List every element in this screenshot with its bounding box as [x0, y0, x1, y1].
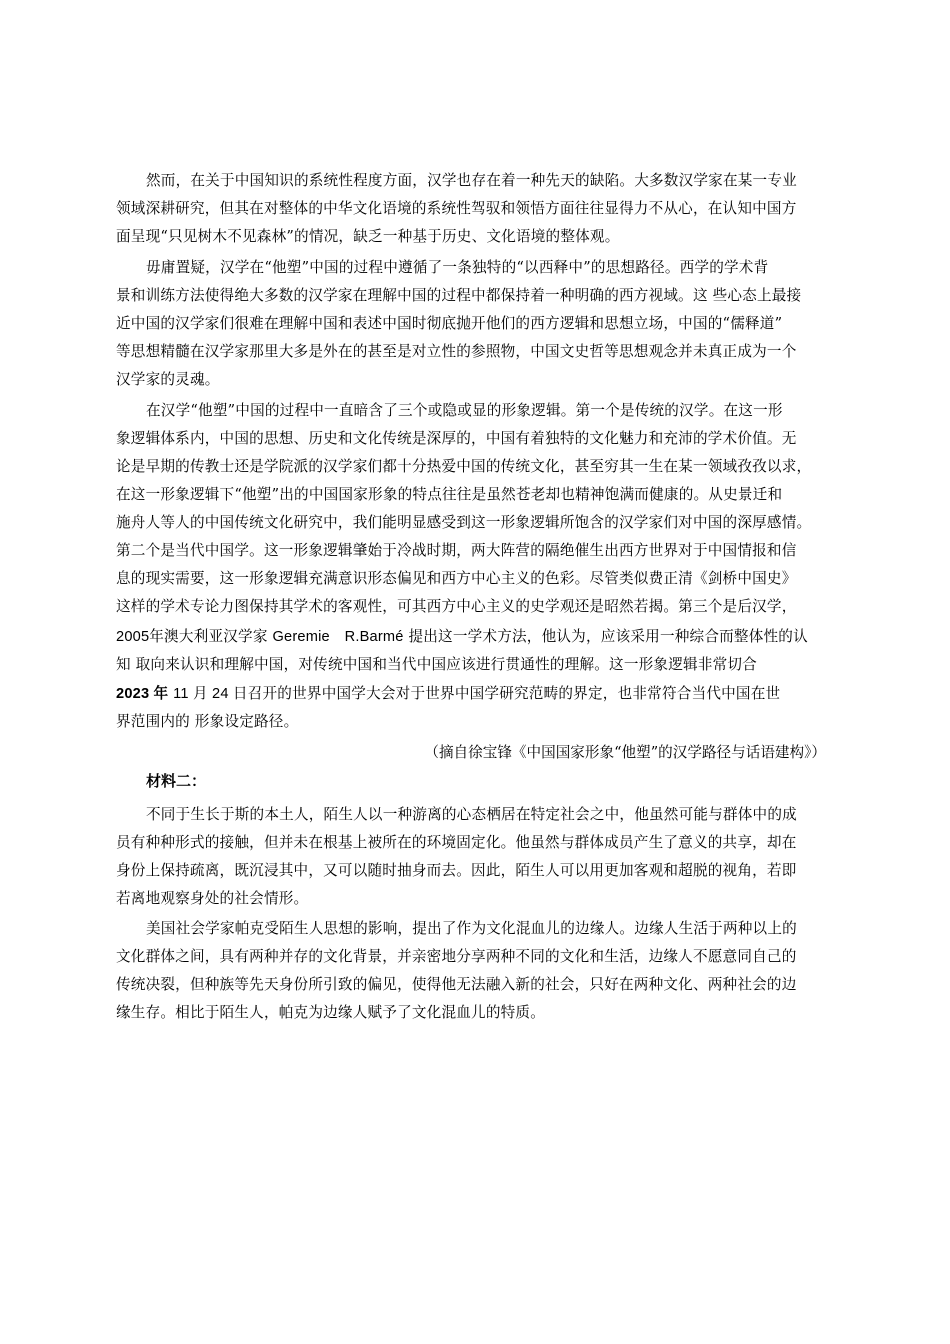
m1-p3-line-11 [116, 684, 780, 704]
m1-p3-line-8: 这样的学术专论力图保持其学术的客观性，可其西方中心主义的史学观还是昭然若揭。第三个是后汉学， [116, 598, 797, 615]
m1-p3-line-6: 第二个是当代中国学。这一形象逻辑肇始于冷战时期，两大阵营的隔绝催生出西方世界对于中国情报和信 [116, 542, 797, 559]
year-2023: 2023 年 [116, 686, 169, 702]
m2-p1-line-2: 员有种种形式的接触，但并未在根基上被所在的环境固定化。他虽然与群体成员产生了意义的共享，却在 [116, 834, 797, 851]
m2-p1-line-1: 不同于生长于斯的本土人，陌生人以一种游离的心态栖居在特定社会之中，他虽然可能与群体中的成 [146, 806, 797, 823]
material-two-heading: 材料二： [146, 772, 207, 790]
m1-p3-line-5: 施舟人等人的中国传统文化研究中，我们能明显感受到这一形象逻辑所饱含的汉学家们对中国的深厚感情。 [116, 514, 812, 531]
m1-p2-line-5: 汉学家的灵魂。 [116, 371, 220, 388]
m1-p3-line-1: 在汉学“他塑”中国的过程中一直暗含了三个或隐或显的形象逻辑。第一个是传统的汉学。在这一形 [146, 402, 783, 419]
m1-p3-line-2: 象逻辑体系内，中国的思想、历史和文化传统是深厚的，中国有着独特的文化魅力和充沛的学术价值。无 [116, 430, 797, 447]
m2-p1-line-3: 身份上保持疏离，既沉浸其中，又可以随时抽身而去。因此，陌生人可以用更加客观和超脱的视角，若即 [116, 862, 797, 879]
m2-p2-line-3: 传统决裂，但种族等先天身份所引致的偏见，使得他无法融入新的社会，只好在两种文化、两种社会的边 [116, 976, 797, 993]
line-2005-text-a: 年澳大利亚汉学家 [149, 628, 268, 645]
m1-p3-line-10: 知 取向来认识和理解中国，对传统中国和当代中国应该进行贯通性的理解。这一形象逻辑非常切合 [116, 656, 757, 673]
m1-p3-line-12: 界范围内的 形象设定路径。 [116, 713, 299, 730]
m1-p2-line-4: 等思想精髓在汉学家那里大多是外在的甚至是对立性的参照物，中国文史哲等思想观念并未真正成为一个 [116, 343, 797, 360]
m1-p1-line-1: 然而，在关于中国知识的系统性程度方面，汉学也存在着一种先天的缺陷。大多数汉学家在某一专业 [146, 172, 797, 189]
scholar-name: Geremie R.Barmé [272, 629, 404, 645]
m1-p2-line-3: 近中国的汉学家们很难在理解中国和表述中国时彻底抛开他们的西方逻辑和思想立场，中国的“儒释道” [116, 315, 783, 332]
m1-p3-line-3: 论是早期的传教士还是学院派的汉学家们都十分热爱中国的传统文化，甚至穷其一生在某一领域孜孜以求， [116, 458, 812, 475]
date-nov-24: 11 月 24 日 [173, 686, 248, 702]
m2-p2-line-1: 美国社会学家帕克受陌生人思想的影响，提出了作为文化混血儿的边缘人。边缘人生活于两种以上的 [146, 920, 797, 937]
year-2005: 2005 [116, 629, 150, 645]
m1-p3-line-9 [116, 627, 808, 647]
source-citation: （摘自徐宝锋《中国国家形象“他塑”的汉学路径与话语建构》） [424, 744, 826, 761]
m1-p3-line-7: 息的现实需要，这一形象逻辑充满意识形态偏见和西方中心主义的色彩。尽管类似费正清《剑桥中国史》 [116, 570, 797, 587]
m1-p1-line-2: 领域深耕研究，但其在对整体的中华文化语境的系统性驾驭和领悟方面往往显得力不从心，在认知中国方 [116, 200, 797, 217]
m1-p1-line-3: 面呈现“只见树木不见森林”的情况，缺乏一种基于历史、文化语境的整体观。 [116, 228, 620, 245]
m1-p2-line-1: 毋庸置疑，汉学在“他塑”中国的过程中遵循了一条独特的“以西释中”的思想路径。西学的学术背 [146, 259, 769, 276]
m2-p2-line-4: 缘生存。相比于陌生人，帕克为边缘人赋予了文化混血儿的特质。 [116, 1004, 546, 1021]
m2-p2-line-2: 文化群体之间，具有两种并存的文化背景，并亲密地分享两种不同的文化和生活，边缘人不愿意同自己的 [116, 948, 797, 965]
line-2005-text-b: 提出这一学术方法，他认为，应该采用一种综合而整体性的认 [408, 628, 808, 645]
m2-p1-line-4: 若离地观察身处的社会情形。 [116, 890, 309, 907]
line-2023-text: 召开的世界中国学大会对于世界中国学研究范畴的界定，也非常符合当代中国在世 [247, 685, 781, 702]
m1-p3-line-4: 在这一形象逻辑下“他塑”出的中国国家形象的特点往往是虽然苍老却也精神饱满而健康的。从史景迁和 [116, 486, 783, 503]
m1-p2-line-2: 景和训练方法使得绝大多数的汉学家在理解中国的过程中都保持着一种明确的西方视域。这 些心态上最接 [116, 287, 802, 304]
